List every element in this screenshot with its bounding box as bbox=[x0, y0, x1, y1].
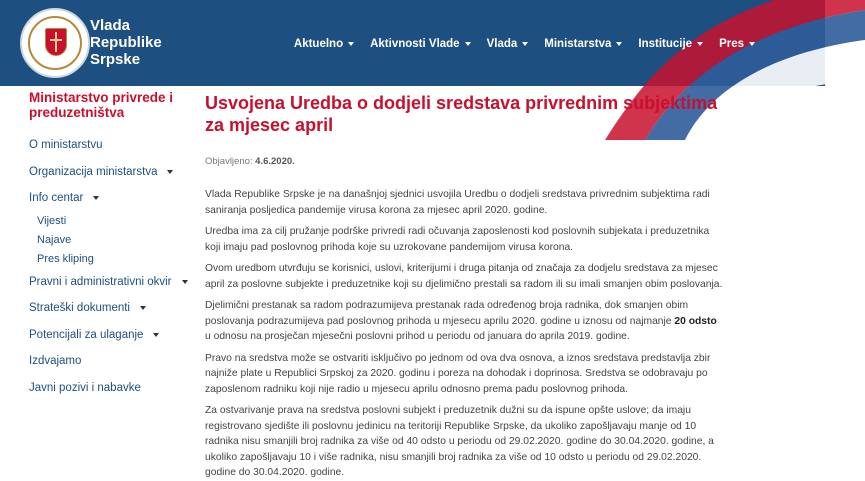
sidebar-item-javni-pozivi[interactable] bbox=[29, 375, 199, 402]
chevron-down-icon bbox=[697, 42, 703, 46]
sidebar-subitem-najave[interactable] bbox=[29, 231, 199, 250]
nav-label: Aktuelno bbox=[293, 38, 344, 50]
paragraph-text: Djelimični prestanak sa radom podrazumijeva prestanak rada određenog broja radnika, dok smanjen obim poslovanja podrazumijeva pad poslovnog prihoda u mjesecu aprilu 2020. godine u iznosu od najmanje bbox=[205, 300, 689, 327]
article-paragraph bbox=[205, 298, 725, 345]
sidebar-subitem-label: Vijesti bbox=[37, 215, 67, 227]
nav-pres[interactable] bbox=[711, 38, 763, 50]
chevron-down-icon[interactable] bbox=[140, 306, 146, 310]
chevron-down-icon bbox=[465, 42, 471, 46]
nav-label: Institucije bbox=[638, 38, 693, 50]
nav-aktuelno[interactable] bbox=[286, 38, 362, 50]
sidebar-item-label: Info centar bbox=[29, 192, 84, 205]
article bbox=[205, 92, 725, 481]
paragraph-text: u odnosu na prosječan mjesečni poslovni prihod u periodu od januara do aprila 2019. godine. bbox=[205, 331, 630, 342]
article-paragraph: Uredba ima za cilj pružanje podrške privredi radi očuvanja zaposlenosti kod poslovnih subjekata i preduzetnika koji imaju pad poslovnog prihoda koje su uzrokovane pandemijom virusa korona. bbox=[205, 226, 710, 253]
sidebar-item-label: Izdvajamo bbox=[29, 355, 82, 368]
chevron-down-icon bbox=[522, 42, 528, 46]
main-navigation bbox=[286, 38, 763, 50]
chevron-down-icon bbox=[348, 42, 354, 46]
site-name-line-1: Vlada bbox=[90, 17, 131, 34]
article-title: Usvojena Uredba o dodjeli sredstava privrednim subjektima za mjesec april bbox=[205, 93, 718, 135]
sidebar-item-label: Organizacija ministarstva bbox=[29, 165, 158, 178]
article-paragraph: Pravo na sredstva može se ostvariti isključivo po jednom od ova dva osnova, a iznos sredstava predstavlja zbir najniže plate u Republici Srpskoj za 2020. godinu i poreza na dohodak i doprinosa. Sredstva se odobravaju po zaposlenom radniku koji nije radio u mjesecu aprilu odnosno prema padu poslovnog prihoda. bbox=[205, 352, 711, 395]
sidebar-item-label: Javni pozivi i nabavke bbox=[29, 381, 141, 394]
coat-of-arms-logo[interactable] bbox=[20, 8, 90, 78]
nav-aktivnosti-vlade[interactable] bbox=[362, 38, 478, 50]
chevron-down-icon[interactable] bbox=[182, 280, 188, 284]
nav-label: Ministarstva bbox=[544, 38, 612, 50]
sidebar bbox=[29, 86, 199, 401]
sidebar-subitem-label: Pres kliping bbox=[37, 253, 94, 265]
shield-icon bbox=[45, 28, 67, 56]
highlight-percentage: 20 odsto bbox=[674, 315, 717, 327]
nav-label: Aktivnosti Vlade bbox=[370, 38, 460, 50]
chevron-down-icon[interactable] bbox=[167, 170, 173, 174]
publish-label: Objavljeno: bbox=[205, 156, 253, 167]
nav-vlada[interactable] bbox=[479, 38, 537, 50]
site-header bbox=[0, 0, 825, 86]
site-name-line-2: Republike bbox=[90, 34, 162, 51]
article-body bbox=[205, 187, 725, 481]
publish-date: 4.6.2020. bbox=[255, 156, 295, 167]
chevron-down-icon bbox=[616, 42, 622, 46]
sidebar-item-izdvajamo[interactable] bbox=[29, 348, 199, 375]
nav-label: Pres bbox=[719, 38, 744, 50]
chevron-down-icon[interactable] bbox=[93, 196, 99, 200]
article-paragraph: Vlada Republike Srpske je na današnjoj sjednici usvojila Uredbu o dodjeli sredstava privrednim subjektima radi saniranja posljedica pandemije virusa korona za mjesec april 2020. godine. bbox=[205, 189, 710, 216]
sidebar-item-info-centar[interactable] bbox=[29, 185, 199, 212]
sidebar-subitem-label: Najave bbox=[37, 234, 72, 246]
sidebar-title[interactable]: Ministarstvo privrede i preduzetništva bbox=[29, 90, 174, 120]
sidebar-item-label: Strateški dokumenti bbox=[29, 302, 130, 315]
nav-label: Vlada bbox=[486, 38, 518, 50]
sidebar-item-strateski-dokumenti[interactable] bbox=[29, 295, 199, 322]
chevron-down-icon[interactable] bbox=[153, 333, 159, 337]
sidebar-item-organizacija[interactable] bbox=[29, 159, 199, 186]
site-name-line-3: Srpske bbox=[90, 51, 141, 68]
nav-institucije[interactable] bbox=[630, 38, 711, 50]
sidebar-item-label: Potencijali za ulaganje bbox=[29, 328, 144, 341]
sidebar-item-potencijali[interactable] bbox=[29, 322, 199, 349]
sidebar-item-pravni-okvir[interactable] bbox=[29, 269, 199, 296]
article-paragraph: Ovom uredbom utvrđuju se korisnici, uslovi, kriterijumi i druga pitanja od značaja za dodjelu sredstava za mjesec april za poslovne subjekte i preduzetnike koji su djelimično prestali sa radom ili su imali smanjen obim poslovanja. bbox=[205, 263, 723, 290]
sidebar-item-label: O ministarstvu bbox=[29, 139, 103, 152]
publish-info bbox=[205, 156, 725, 167]
sidebar-subitem-vijesti[interactable] bbox=[29, 212, 199, 231]
sidebar-subitem-pres-kliping[interactable] bbox=[29, 250, 199, 269]
article-paragraph: Za ostvarivanje prava na sredstva poslovni subjekt i preduzetnik dužni su da ispune opšte uslove; da imaju registrovano sjedište ili poslovnu jedinicu na teritoriji Republike Srpske, da ukoliko zapošljavaju manje od 10 radnika nisu smanjili broj radnika za više od 40 odsto u periodu od 29.02.2020. godine do 30.04.2020. godine, a ukoliko zapošljavaju 10 i više radnika, nisu smanjili broj radnika za više od 10 odsto u periodu od 29.02.2020. godine do 30.04.2020. godine. bbox=[205, 405, 714, 478]
sidebar-item-label: Pravni i administrativni okvir bbox=[29, 275, 172, 288]
chevron-down-icon bbox=[749, 42, 755, 46]
sidebar-item-o-ministarstvu[interactable] bbox=[29, 132, 199, 159]
nav-ministarstva[interactable] bbox=[536, 38, 630, 50]
site-name[interactable] bbox=[90, 17, 162, 68]
